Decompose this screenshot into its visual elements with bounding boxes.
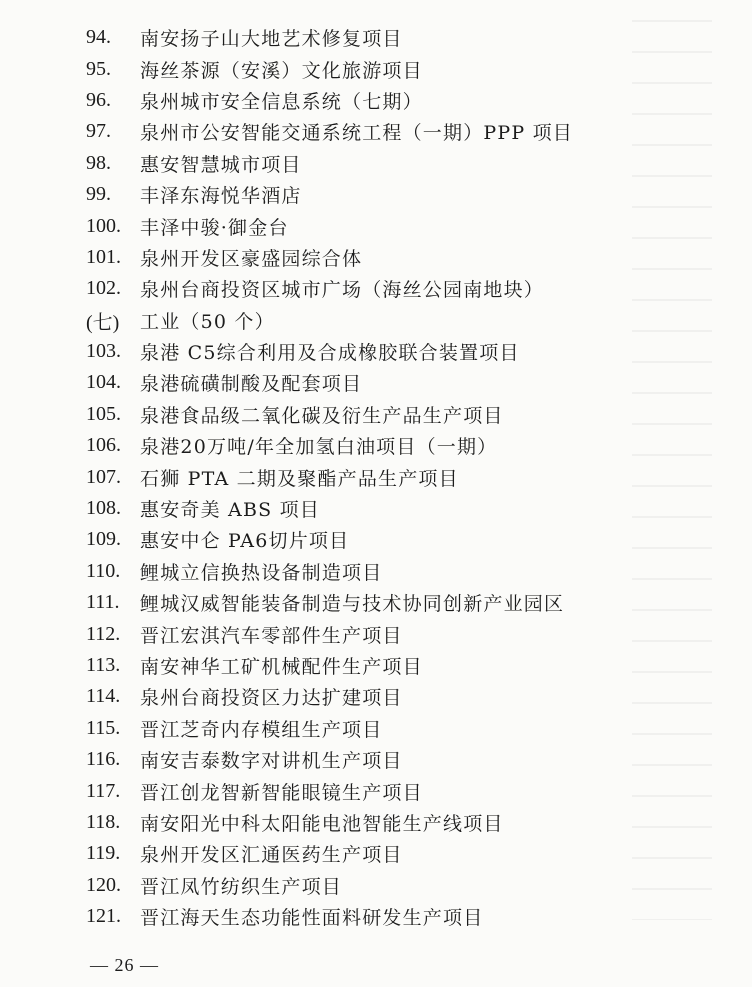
list-item (86, 148, 726, 179)
item-number: 103. (86, 340, 121, 363)
item-text: 惠安奇美 ABS 项目 (140, 499, 320, 522)
item-text: 泉州开发区豪盛园综合体 (140, 247, 363, 270)
item-number: 121. (86, 905, 121, 928)
item-text: 晋江创龙智新智能眼镜生产项目 (140, 781, 423, 804)
item-text: 海丝茶源（安溪）文化旅游项目 (140, 59, 423, 82)
item-text: 丰泽东海悦华酒店 (140, 185, 302, 208)
list-item (86, 744, 726, 775)
item-number: 118. (86, 810, 121, 833)
list-item (86, 870, 726, 901)
list-item (86, 901, 726, 932)
item-text: 晋江宏淇汽车零部件生产项目 (140, 624, 403, 647)
list-item (86, 85, 726, 116)
item-number: 105. (86, 402, 121, 425)
list-item (86, 681, 726, 712)
list-item (86, 336, 726, 367)
item-number: 114. (86, 685, 121, 708)
item-number: 109. (86, 528, 121, 551)
list-item (86, 650, 726, 681)
item-number: 95. (86, 57, 111, 80)
item-number: 99. (86, 183, 111, 206)
page-number: — 26 — (90, 955, 159, 975)
item-number: 116. (86, 748, 121, 771)
item-text: 泉港硫磺制酸及配套项目 (140, 373, 363, 396)
item-number: 97. (86, 120, 111, 143)
item-text: 石狮 PTA 二期及聚酯产品生产项目 (140, 467, 459, 490)
item-text: 泉州台商投资区力达扩建项目 (140, 687, 403, 710)
item-text: 南安阳光中科太阳能电池智能生产线项目 (140, 812, 504, 835)
list-item (86, 242, 726, 273)
list-item (86, 493, 726, 524)
list-item (86, 461, 726, 492)
list-item (86, 775, 726, 806)
item-number: 115. (86, 716, 121, 739)
list-item (86, 210, 726, 241)
item-number: 112. (86, 622, 121, 645)
item-number: 94. (86, 26, 111, 49)
list-item (86, 713, 726, 744)
item-number: 96. (86, 88, 111, 111)
item-number: 107. (86, 465, 121, 488)
section-heading (86, 305, 726, 336)
item-text: 南安神华工矿机械配件生产项目 (140, 656, 423, 678)
item-number: 102. (86, 277, 121, 300)
item-number: 120. (86, 873, 121, 896)
item-text: 南安扬子山大地艺术修复项目 (140, 28, 403, 51)
item-text: 鲤城汉威智能装备制造与技术协同创新产业园区 (140, 593, 565, 616)
item-number: 111. (86, 591, 120, 614)
list-item (86, 587, 726, 618)
item-text: 丰泽中骏·御金台 (140, 216, 289, 239)
item-text: 鲤城立信换热设备制造项目 (140, 561, 383, 584)
list-item (86, 273, 726, 304)
list-item (86, 838, 726, 869)
list-item (86, 618, 726, 649)
item-number: 104. (86, 371, 121, 394)
item-text: 晋江芝奇内存模组生产项目 (140, 718, 383, 741)
item-text: 泉州开发区汇通医药生产项目 (140, 844, 403, 867)
section-title: 工业（50 个） (140, 310, 275, 333)
item-number: 119. (86, 842, 121, 865)
project-list (86, 22, 726, 932)
item-text: 泉港食品级二氧化碳及衍生产品生产项目 (140, 404, 504, 427)
item-text: 晋江海天生态功能性面料研发生产项目 (140, 907, 484, 930)
section-number: (七) (86, 311, 120, 334)
list-item (86, 524, 726, 555)
item-number: 117. (86, 779, 121, 802)
item-number: 113. (86, 654, 121, 676)
item-number: 106. (86, 434, 121, 457)
list-item (86, 807, 726, 838)
item-text: 泉港20万吨/年全加氢白油项目（一期） (140, 436, 498, 459)
list-item (86, 399, 726, 430)
item-text: 泉州城市安全信息系统（七期） (140, 90, 423, 113)
list-item (86, 430, 726, 461)
item-number: 110. (86, 559, 121, 582)
item-text: 泉州市公安智能交通系统工程（一期）PPP 项目 (140, 122, 573, 145)
item-number: 98. (86, 151, 111, 174)
list-item (86, 367, 726, 398)
list-item (86, 22, 726, 53)
item-text: 南安吉泰数字对讲机生产项目 (140, 750, 403, 773)
item-text: 晋江凤竹纺织生产项目 (140, 875, 343, 898)
list-item (86, 116, 726, 147)
list-item (86, 179, 726, 210)
item-number: 100. (86, 214, 121, 237)
item-text: 惠安中仑 PA6切片项目 (140, 530, 350, 553)
item-number: 101. (86, 245, 121, 268)
item-number: 108. (86, 497, 121, 520)
item-text: 泉港 C5综合利用及合成橡胶联合装置项目 (140, 342, 520, 365)
list-item (86, 53, 726, 84)
item-text: 惠安智慧城市项目 (140, 153, 302, 176)
item-text: 泉州台商投资区城市广场（海丝公园南地块） (140, 279, 545, 302)
list-item (86, 556, 726, 587)
